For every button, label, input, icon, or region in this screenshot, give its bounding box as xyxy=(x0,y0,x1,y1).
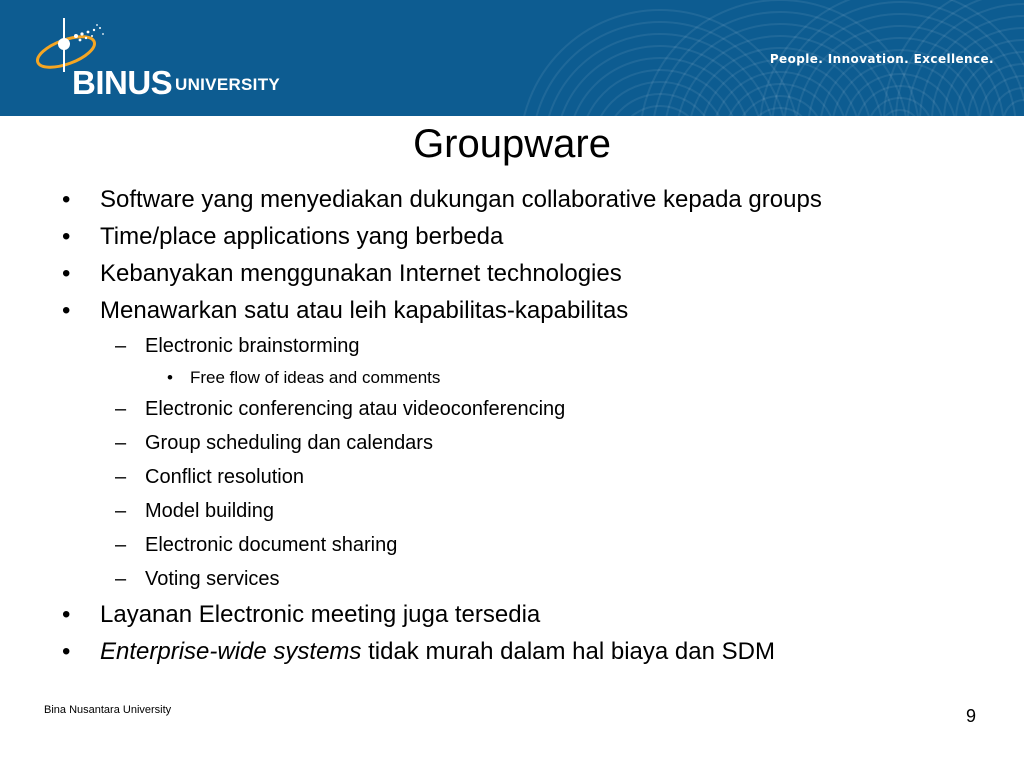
bullet-text: Software yang menyediakan dukungan collaborative kepada groups xyxy=(100,186,822,213)
header-tagline: People. Innovation. Excellence. xyxy=(769,52,994,66)
bullet-level-2 xyxy=(0,464,1024,491)
bullet-marker: – xyxy=(115,568,127,590)
bullet-text: Model building xyxy=(145,500,274,522)
bullet-level-2 xyxy=(0,498,1024,525)
bullet-text: Electronic brainstorming xyxy=(145,335,360,357)
bullet-marker: • xyxy=(62,601,71,628)
bullet-marker: • xyxy=(62,186,71,213)
bullet-level-2 xyxy=(0,333,1024,360)
bullet-level-3 xyxy=(0,367,1024,389)
bullet-text: Electronic document sharing xyxy=(145,534,398,556)
bullet-level-2 xyxy=(0,430,1024,457)
bullet-marker: • xyxy=(62,297,71,324)
bullet-level-2 xyxy=(0,532,1024,559)
bullet-marker: • xyxy=(62,223,71,250)
bullet-text: Kebanyakan menggunakan Internet technologies xyxy=(100,260,622,287)
slide-header xyxy=(0,0,1024,116)
logo-subtitle: UNIVERSITY xyxy=(175,75,281,94)
bullet-text: Group scheduling dan calendars xyxy=(145,432,433,454)
bullet-level-1 xyxy=(0,637,890,667)
bullet-level-1 xyxy=(0,222,890,252)
bullet-text: Conflict resolution xyxy=(145,466,304,488)
bullet-text: Layanan Electronic meeting juga tersedia xyxy=(100,601,541,628)
bullet-marker: – xyxy=(115,500,127,522)
bullet-marker: – xyxy=(115,335,127,357)
slide-bullet-list xyxy=(0,185,1024,674)
bullet-level-1 xyxy=(0,600,890,630)
bullet-text: Menawarkan satu atau leih kapabilitas-kapabilitas xyxy=(100,297,629,324)
bullet-level-1 xyxy=(0,259,890,289)
bullet-text: Voting services xyxy=(145,568,280,590)
bullet-level-2 xyxy=(0,566,1024,593)
bullet-text: Electronic conferencing atau videoconferencing xyxy=(145,398,566,420)
logo-wordmark: BINUS xyxy=(72,64,173,101)
bullet-emphasis: Enterprise-wide systems xyxy=(100,638,362,665)
footer-organization: Bina Nusantara University xyxy=(44,704,172,716)
slide-title: Groupware xyxy=(413,122,611,166)
bullet-text: Time/place applications yang berbeda xyxy=(100,223,504,250)
bullet-marker: • xyxy=(167,368,173,387)
bullet-marker: • xyxy=(62,638,71,665)
bullet-text: tidak murah dalam hal biaya dan SDM xyxy=(361,638,775,665)
bullet-marker: – xyxy=(115,398,127,420)
bullet-marker: – xyxy=(115,534,127,556)
bullet-marker: – xyxy=(115,466,127,488)
bullet-level-1 xyxy=(0,296,890,326)
binus-logo xyxy=(30,14,300,104)
bullet-text: Free flow of ideas and comments xyxy=(190,368,441,387)
bullet-marker: • xyxy=(62,260,71,287)
bullet-level-2 xyxy=(0,396,1024,423)
bullet-level-1 xyxy=(0,185,890,215)
bullet-marker: – xyxy=(115,432,127,454)
page-number: 9 xyxy=(965,706,976,726)
